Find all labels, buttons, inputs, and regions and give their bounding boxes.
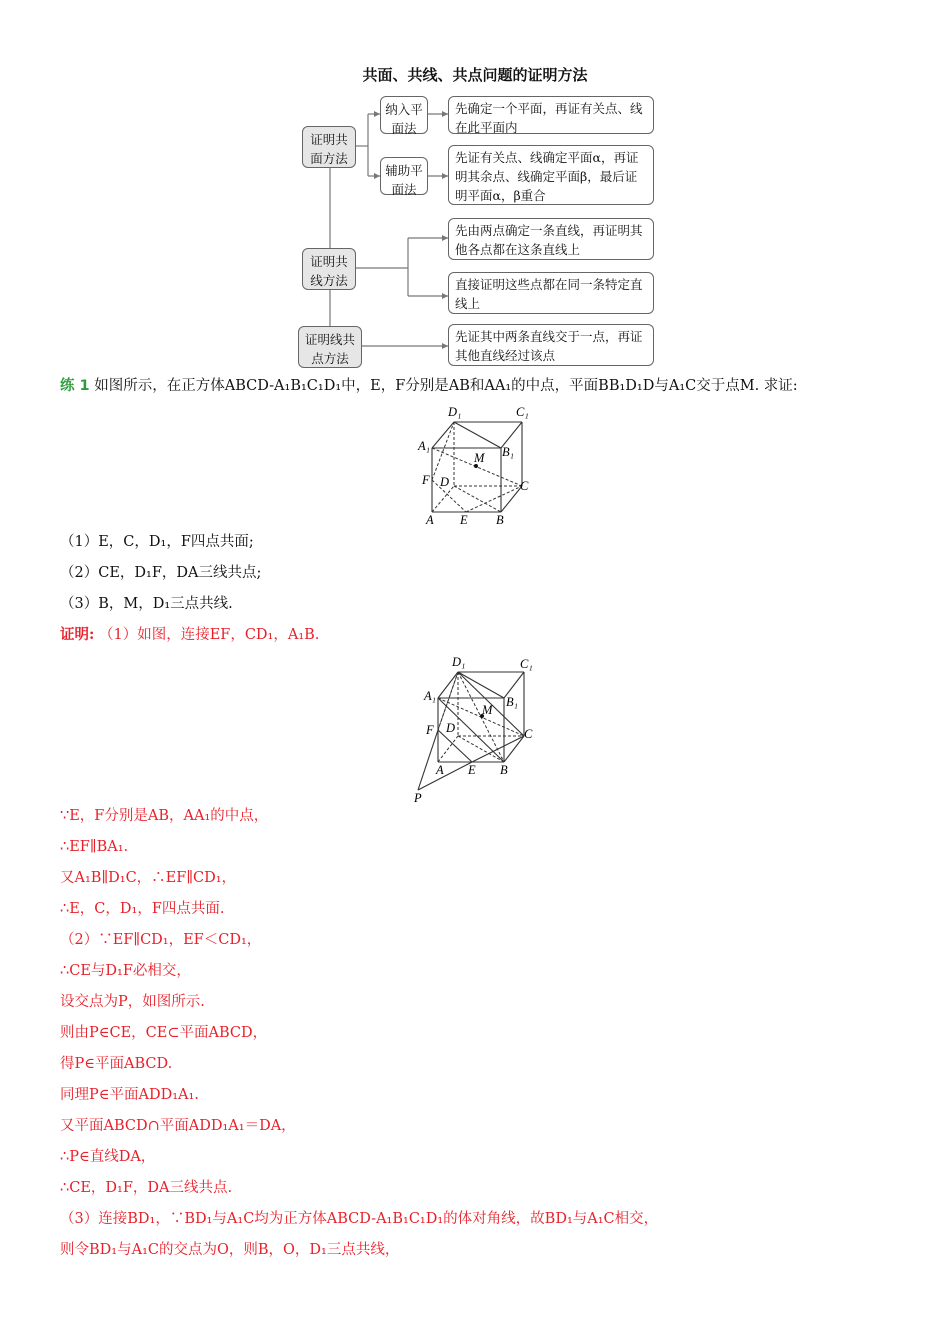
proof-line: ∵E，F分别是AB，AA₁的中点，: [60, 808, 269, 824]
label-c1: C₁: [520, 657, 533, 671]
cube-figure-1: [410, 400, 540, 532]
proof-body: [60, 806, 658, 1271]
label-a1: A₁: [418, 439, 430, 453]
aux-plane-desc-box: 先证有关点、线确定平面α，再证明其余点、线确定平面β，最后证明平面α，β重合: [448, 145, 654, 205]
label-a: A: [436, 763, 444, 777]
proof-line: ∴EF∥BA₁.: [60, 839, 129, 855]
proof-line: 设交点为P，如图所示.: [60, 994, 205, 1010]
exercise-tag: 练 1: [60, 378, 90, 394]
label-p: P: [414, 791, 422, 805]
proof-line: ∴P∈直线DA，: [60, 1149, 156, 1165]
label-d1: D₁: [452, 655, 466, 669]
proof-line: 又A₁B∥D₁C，∴EF∥CD₁，: [60, 870, 237, 886]
label-m: M: [474, 451, 485, 465]
proof-line: 则令BD₁与A₁C的交点为O，则B，O，D₁三点共线，: [60, 1242, 400, 1258]
label-d: D: [446, 721, 456, 735]
concurrent-desc-box: 先证其中两条直线交于一点，再证其他直线经过该点: [448, 324, 654, 366]
proof-line: （3）连接BD₁，∵BD₁与A₁C均为正方体ABCD-A₁B₁C₁D₁的体对角线，故BD₁与A₁C相交，: [60, 1211, 659, 1227]
proof-line: （2）∵EF∥CD₁，EF＜CD₁，: [60, 932, 262, 948]
label-f: F: [422, 473, 430, 487]
proof-line: ∴CE，D₁F，DA三线共点.: [60, 1180, 233, 1196]
proof-line: ∴CE与D₁F必相交，: [60, 963, 191, 979]
proof-line: ∴E，C，D₁，F四点共面.: [60, 901, 225, 917]
item-2: （2）CE，D₁F，DA三线共点;: [60, 565, 262, 581]
cube-figure-2: [404, 650, 544, 808]
proof-step-1: （1）如图，连接EF，CD₁，A₁B.: [98, 627, 320, 643]
label-m: M: [482, 703, 493, 717]
label-f: F: [426, 723, 434, 737]
proof-head: 证明:: [60, 626, 95, 643]
label-c1: C₁: [516, 405, 529, 419]
collinear-desc-box-1: 先由两点确定一条直线，再证明其他各点都在这条直线上: [448, 218, 654, 260]
label-b1: B₁: [502, 445, 514, 459]
include-plane-desc-box: 先确定一个平面，再证有关点、线在此平面内: [448, 96, 654, 134]
concurrent-method-box: 证明线共点方法: [298, 326, 362, 368]
collinear-method-box: 证明共线方法: [302, 248, 356, 290]
label-e: E: [460, 513, 468, 527]
coplanar-method-box: 证明共面方法: [302, 126, 356, 168]
proof-line: 则由P∈CE，CE⊂平面ABCD，: [60, 1025, 268, 1041]
exercise-text: 如图所示，在正方体ABCD-A₁B₁C₁D₁中，E，F分别是AB和AA₁的中点，平面BB₁D₁D与A₁C交于点M. 求证:: [94, 378, 798, 394]
proof-first-line: [60, 625, 319, 645]
item-1: （1）E，C，D₁，F四点共面;: [60, 534, 254, 550]
label-e: E: [468, 763, 476, 777]
label-a: A: [426, 513, 434, 527]
label-b1: B₁: [506, 695, 518, 709]
proof-line: 又平面ABCD∩平面ADD₁A₁＝DA，: [60, 1118, 296, 1134]
proof-line: 同理P∈平面ADD₁A₁.: [60, 1087, 199, 1103]
collinear-desc-box-2: 直接证明这些点都在同一条特定直线上: [448, 272, 654, 314]
label-b: B: [496, 513, 504, 527]
label-c: C: [524, 727, 533, 741]
proof-line: 得P∈平面ABCD.: [60, 1056, 173, 1072]
label-c: C: [520, 479, 529, 493]
label-d: D: [440, 475, 450, 489]
aux-plane-method-box: 辅助平面法: [380, 157, 428, 195]
exercise-statement: [60, 376, 798, 396]
label-d1: D₁: [448, 405, 462, 419]
page-title: 共面、共线、共点问题的证明方法: [362, 66, 588, 84]
label-b: B: [500, 763, 508, 777]
label-a1: A₁: [424, 689, 436, 703]
include-plane-method-box: 纳入平面法: [380, 96, 428, 134]
item-3: （3）B，M，D₁三点共线.: [60, 596, 233, 612]
